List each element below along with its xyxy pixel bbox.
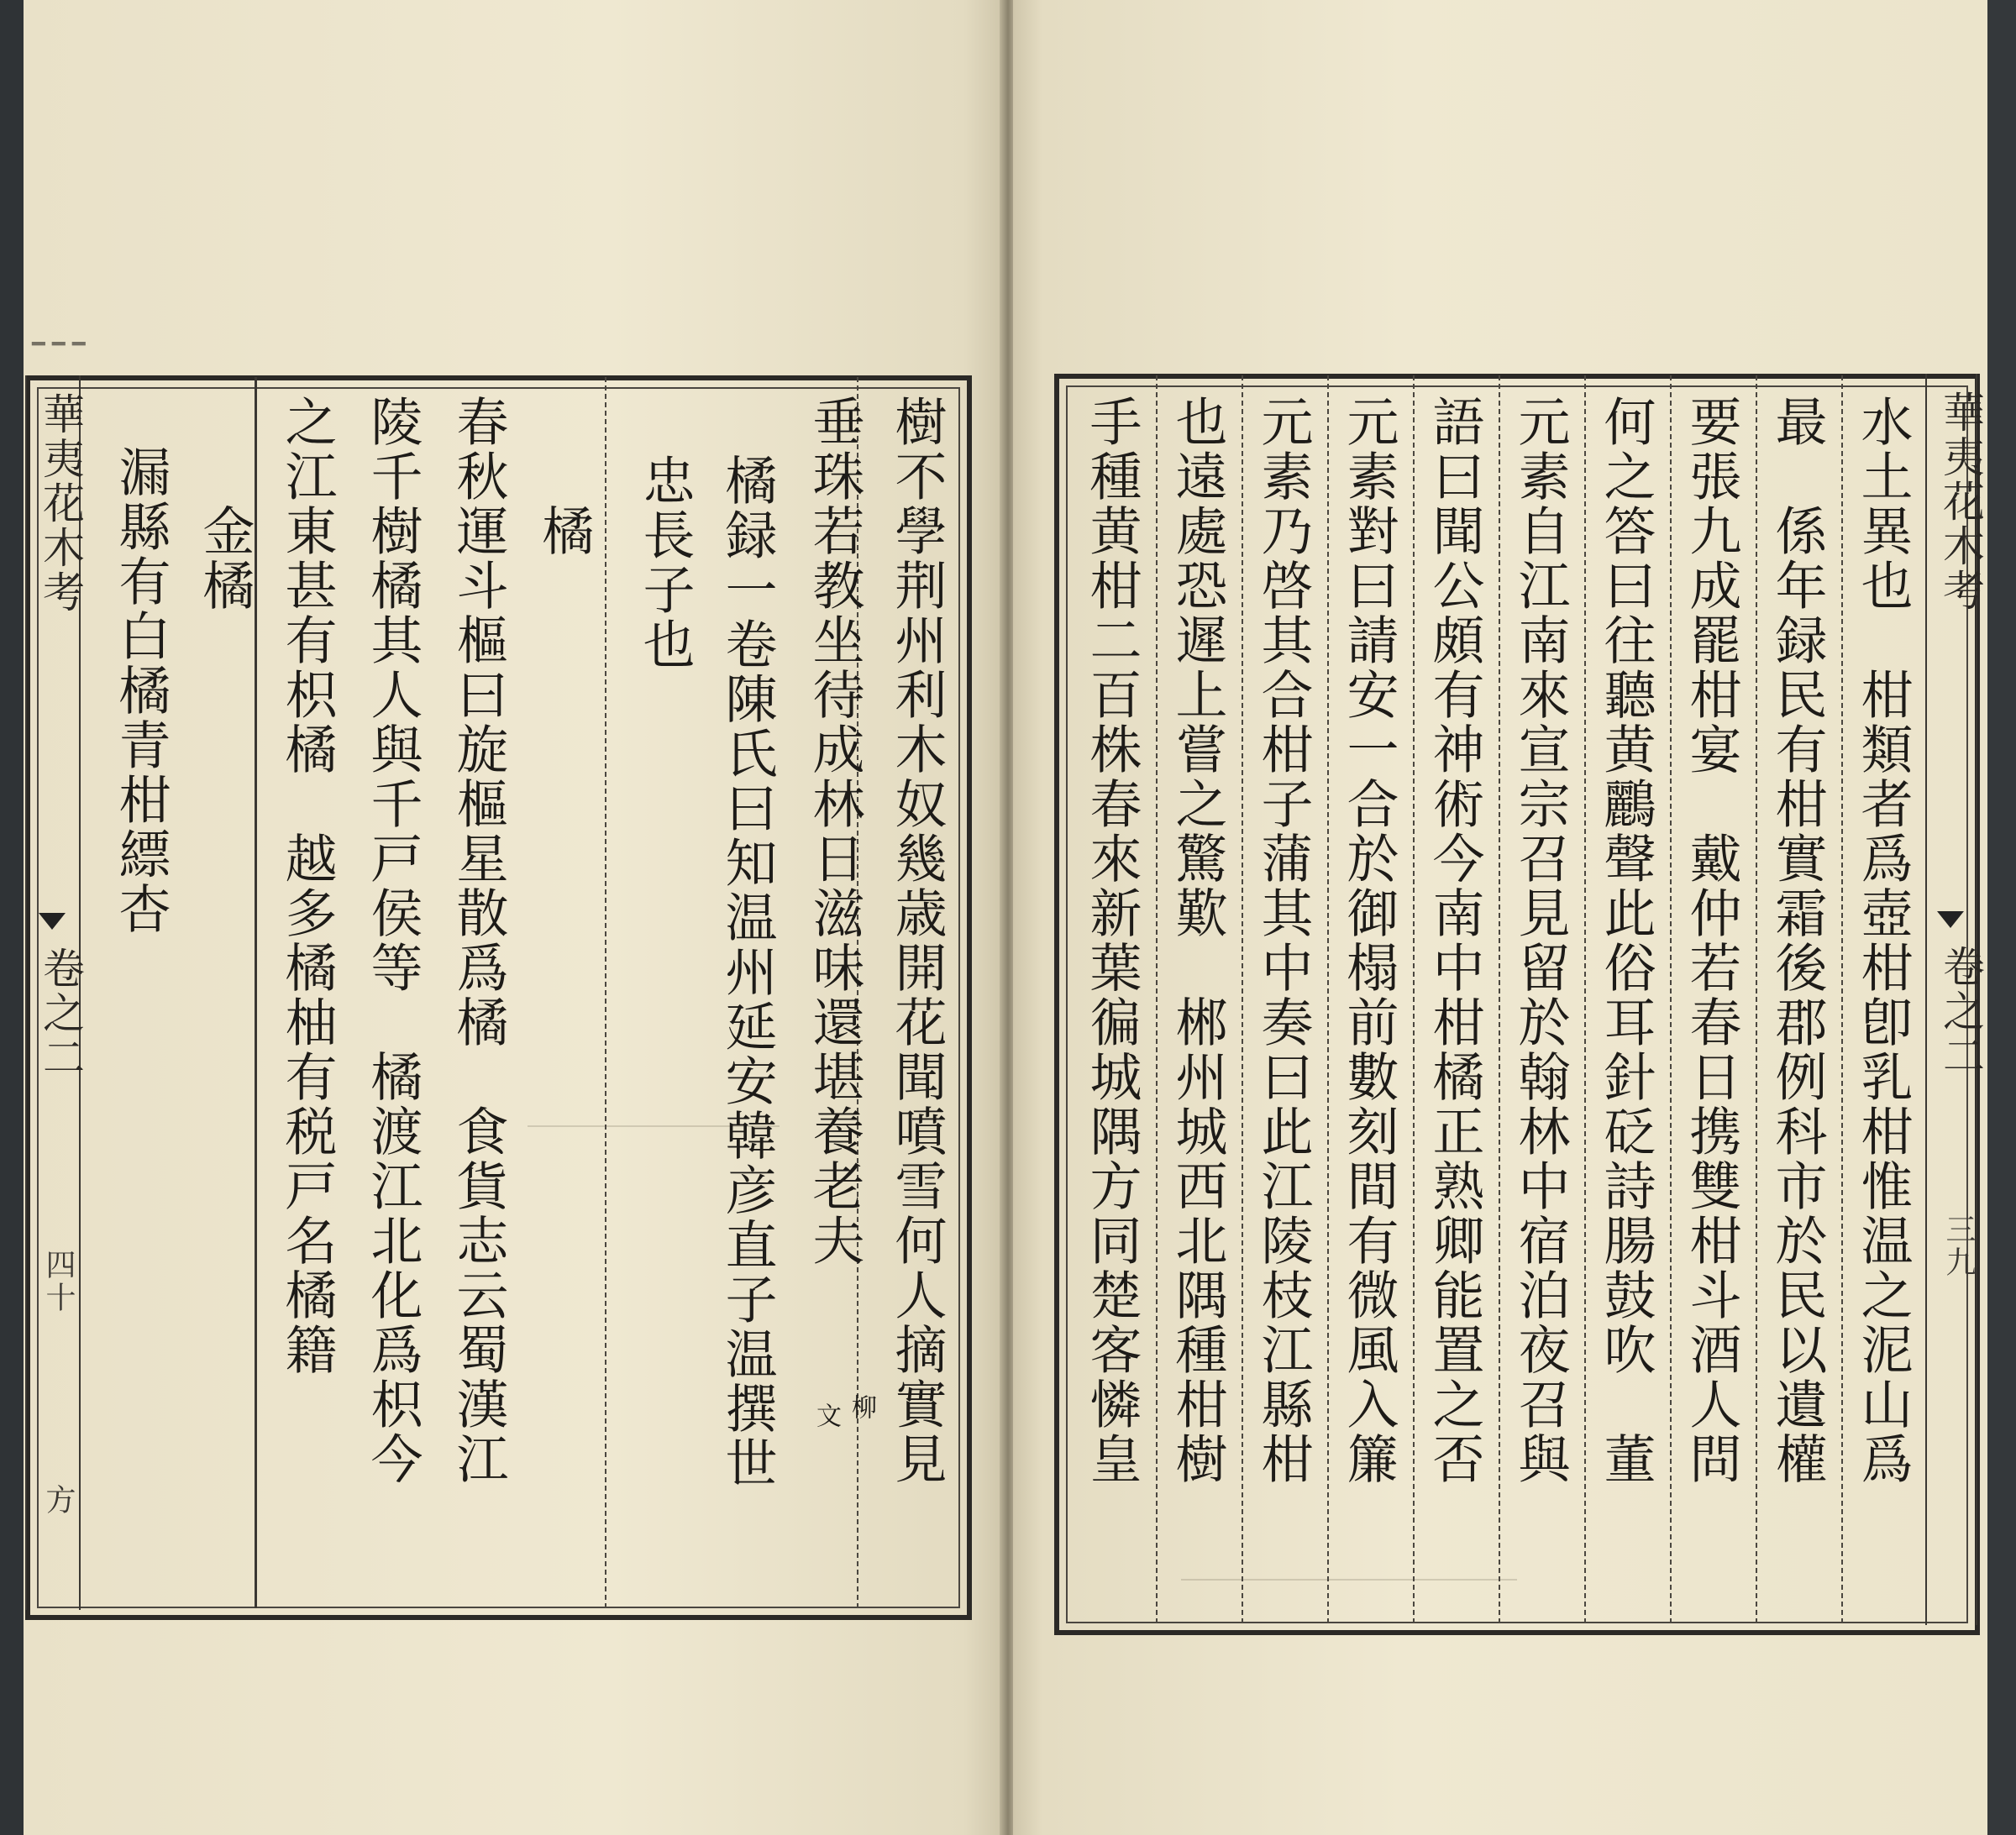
left-text-column-3: 橘録一卷陳氏曰知温州延安韓彦直子温撰世 [717, 454, 778, 1491]
left-text-column-4: 忠長子也 [634, 454, 696, 672]
right-banner-column [1925, 374, 1985, 1625]
right-text-column-10: 手種黄柑二百株春來新葉徧城隅方同楚客憐皇 [1081, 395, 1142, 1486]
left-column-rule [605, 377, 606, 1608]
right-text-column-5: 元素自江南來宣宗召見留於翰林中宿泊夜召與 [1509, 395, 1571, 1486]
right-text-column-8: 元素乃啓其合柑子蒲其中奏曰此江陵枝江縣柑 [1252, 395, 1314, 1486]
left-fish-tail-mark [39, 913, 66, 930]
right-column-rule [1584, 375, 1586, 1623]
right-edge-background [1987, 0, 2016, 1835]
left-banner-leaf: 四十 [41, 1249, 76, 1314]
right-fish-tail-mark [1937, 911, 1964, 928]
left-banner-column [25, 375, 85, 1610]
show-through-mark: ━ ━ ━ [32, 332, 86, 357]
right-banner-title: 華夷花木考 [1936, 391, 1985, 613]
left-small-note-1: 柳 [847, 1394, 876, 1422]
right-column-rule [1670, 375, 1672, 1623]
left-text-column-6: 陵千樹橘其人與千戸侯等 橘渡江北化爲枳今 [362, 395, 423, 1486]
right-text-column-3: 要張九成罷柑宴 戴仲若春日携雙柑斗酒人問 [1681, 395, 1742, 1486]
right-text-column-2: 最 係年録民有柑實霜後郡例科市於民以遺權 [1767, 395, 1828, 1486]
right-column-rule [1413, 375, 1415, 1623]
right-text-column-7: 元素對曰請安一合於御榻前數刻間有微風入簾 [1338, 395, 1399, 1486]
right-text-column-6: 語曰聞公頗有神術今南中柑橘正熟卿能置之否 [1424, 395, 1485, 1486]
left-text-column-5: 春秋運斗樞曰旋樞星散爲橘 食貨志云蜀漢江 [448, 395, 509, 1486]
left-text-column-2: 垂珠若教坐待成林日滋味還堪養老夫 [804, 395, 865, 1268]
right-banner-leaf: 三九 [1941, 1214, 1976, 1279]
left-banner-title: 華夷花木考 [36, 392, 85, 615]
left-edge-background [0, 0, 24, 1835]
right-text-column-4: 何之答曰往聽黄鸝聲此俗耳針砭詩腸鼓吹 董 [1595, 395, 1656, 1486]
right-column-rule [1156, 375, 1158, 1623]
right-text-column-9: 也遠處恐遲上嘗之驚歎 郴州城西北隅種柑樹 [1167, 395, 1228, 1486]
left-heading-tangerine: 橘 [533, 504, 595, 558]
right-column-rule [1841, 375, 1843, 1623]
right-column-rule [1327, 375, 1329, 1623]
left-heading-kumquat: 金橘 [194, 504, 255, 613]
left-text-column-1: 樹不學荆州利木奴幾歳開花聞噴雪何人摘實見 [886, 395, 948, 1486]
left-banner-mark: 方 [41, 1484, 76, 1517]
right-banner-volume: 卷之二 [1936, 945, 1985, 1078]
left-small-note-2: 文 [811, 1402, 841, 1430]
left-text-column-8: 漏縣有白橘青柑縹杏 [110, 445, 171, 936]
right-text-column-1: 水土異也 柑類者爲壺柑卽乳柑惟温之泥山爲 [1852, 395, 1914, 1486]
right-column-rule [1756, 375, 1757, 1623]
right-column-rule [1242, 375, 1243, 1623]
right-column-rule [1499, 375, 1500, 1623]
left-text-column-7: 之江東甚有枳橘 越多橘柚有税戸名橘籍 [276, 395, 338, 1377]
left-banner-volume: 卷之二 [36, 946, 85, 1080]
